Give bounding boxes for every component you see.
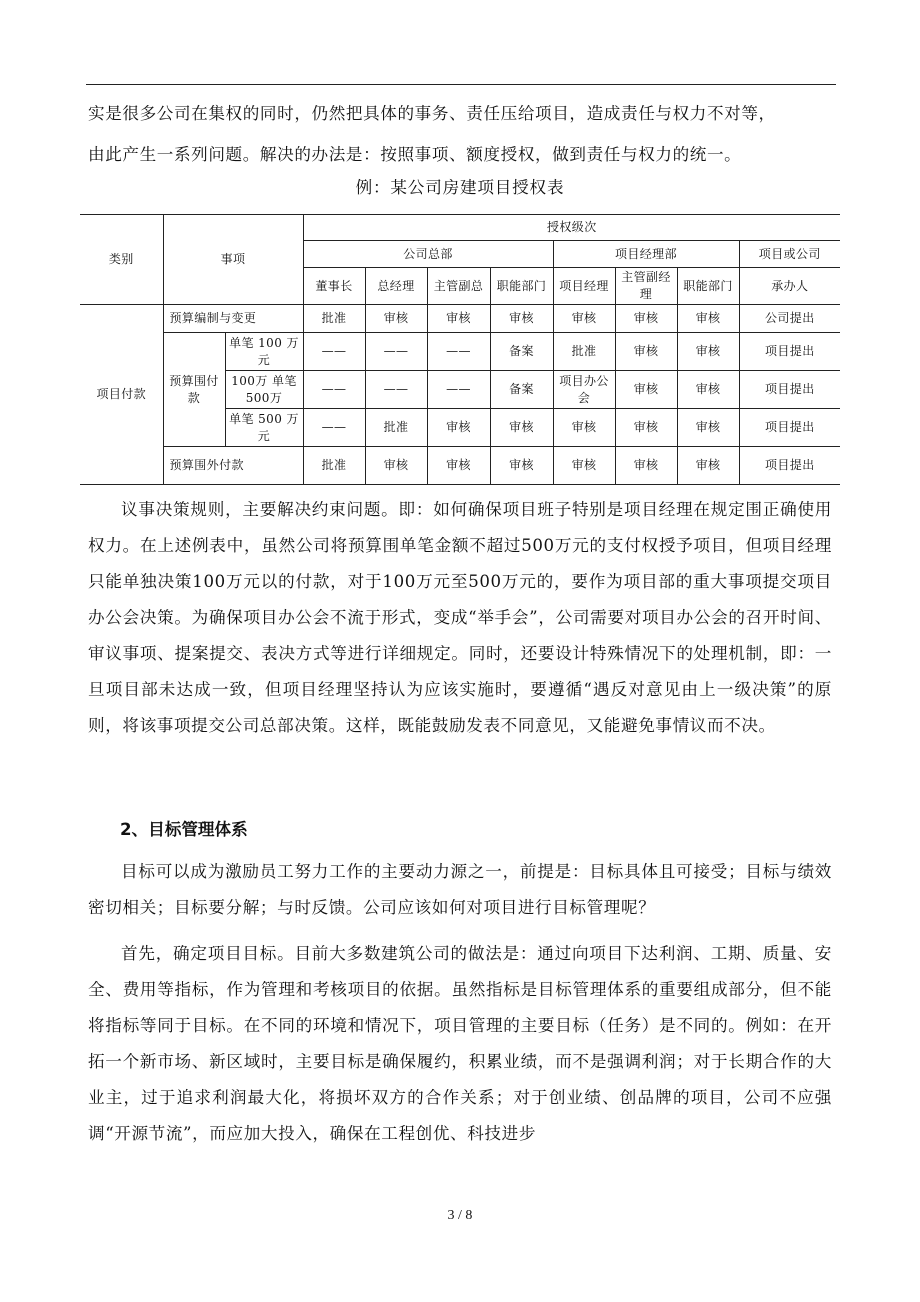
value-cell: 审核 (365, 305, 427, 333)
value-cell: 审核 (553, 305, 615, 333)
value-cell: 审核 (553, 409, 615, 447)
table-caption: 例：某公司房建项目授权表 (355, 178, 565, 197)
table-row (80, 333, 840, 371)
item-cell: 预算围外付款 (163, 447, 303, 485)
value-cell: 备案 (490, 371, 553, 409)
item-cell: 100万 单笔 500万 (225, 371, 303, 409)
value-cell: —— (365, 371, 427, 409)
value-cell: 批准 (303, 447, 365, 485)
table-row (80, 305, 840, 333)
value-cell: 项目提出 (739, 447, 840, 485)
group-cell: 预算围付款 (163, 333, 225, 447)
header-auth-level: 授权级次 (303, 215, 840, 241)
header-rule (86, 84, 836, 85)
header-item: 事项 (163, 215, 303, 305)
value-cell: 审核 (677, 447, 739, 485)
value-cell: 审核 (615, 371, 677, 409)
value-cell: 批准 (303, 305, 365, 333)
item-cell: 预算编制与变更 (163, 305, 303, 333)
value-cell: 批准 (365, 409, 427, 447)
header-project-or-company: 项目或公司 (739, 241, 840, 268)
value-cell: 审核 (615, 333, 677, 371)
header-vice-pm: 主管副经理 (615, 268, 677, 305)
header-func-dept-hq: 职能部门 (490, 268, 553, 305)
intro-line-1: 实是很多公司在集权的同时，仍然把具体的事务、责任压给项目，造成责任与权力不对等， (88, 104, 776, 123)
section-heading: 2、目标管理体系 (120, 820, 248, 839)
value-cell: 审核 (553, 447, 615, 485)
value-cell: 审核 (615, 305, 677, 333)
header-category: 类别 (80, 215, 163, 305)
value-cell: 审核 (615, 409, 677, 447)
header-func-dept-pm: 职能部门 (677, 268, 739, 305)
value-cell: 审核 (490, 409, 553, 447)
value-cell: 审核 (615, 447, 677, 485)
header-gm: 总经理 (365, 268, 427, 305)
item-cell: 单笔 100 万元 (225, 333, 303, 371)
value-cell: 审核 (427, 409, 490, 447)
header-undertaker: 承办人 (739, 268, 840, 305)
item-cell: 单笔 500 万元 (225, 409, 303, 447)
value-cell: —— (303, 371, 365, 409)
intro-line-2: 由此产生一系列问题。解决的办法是：按照事项、额度授权，做到责任与权力的统一。 (88, 145, 742, 164)
value-cell: 备案 (490, 333, 553, 371)
category-cell: 项目付款 (80, 305, 163, 485)
header-vice-gm: 主管副总 (427, 268, 490, 305)
value-cell: 公司提出 (739, 305, 840, 333)
value-cell: 审核 (490, 305, 553, 333)
header-chairman: 董事长 (303, 268, 365, 305)
header-pm-dept: 项目经理部 (553, 241, 739, 268)
value-cell: 项目提出 (739, 371, 840, 409)
value-cell: —— (303, 409, 365, 447)
table-row (80, 447, 840, 485)
header-pm: 项目经理 (553, 268, 615, 305)
value-cell: 审核 (365, 447, 427, 485)
value-cell: 审核 (677, 371, 739, 409)
value-cell: 项目提出 (739, 333, 840, 371)
paragraph-decision-rules: 议事决策规则，主要解决约束问题。即：如何确保项目班子特别是项目经理在规定围正确使用权力。在上述例表中，虽然公司将预算围单笔金额不超过500万元的支付权授予项目，但项目经理只能单独决策100万元以的付款，对于100万元至500万元的，要作为项目部的重大事项提交项目办公会决策。为确保项目办公会不流于形式，变成“举手会”，公司需要对项目办公会的召开时间、审议事项、提案提交、表决方式等进行详细规定。同时，还要设计特殊情况下的处理机制，即：一旦项目部未达成一致，但项目经理坚持认为应该实施时，要遵循“遇反对意见由上一级决策”的原则，将该事项提交公司总部决策。这样，既能鼓励发表不同意见，又能避免事情议而不决。 (88, 500, 832, 735)
value-cell: 审核 (427, 447, 490, 485)
value-cell: 审核 (427, 305, 490, 333)
paragraph-first-step: 首先，确定项目目标。目前大多数建筑公司的做法是：通过向项目下达利润、工期、质量、安全、费用等指标，作为管理和考核项目的依据。虽然指标是目标管理体系的重要组成部分，但不能将指标等同于目标。在不同的环境和情况下，项目管理的主要目标（任务）是不同的。例如：在开拓一个新市场、新区域时，主要目标是确保履约，积累业绩，而不是强调利润；对于长期合作的大业主，过于追求利润最大化，将损坏双方的合作关系；对于创业绩、创品牌的项目，公司不应强调“开源节流”，而应加大投入，确保在工程创优、科技进步 (88, 944, 832, 1143)
value-cell: 批准 (553, 333, 615, 371)
value-cell: 审核 (490, 447, 553, 485)
value-cell: —— (365, 333, 427, 371)
value-cell: —— (427, 333, 490, 371)
value-cell: 项目提出 (739, 409, 840, 447)
page-number: 3 / 8 (447, 1208, 473, 1223)
value-cell: —— (303, 333, 365, 371)
paragraph-goal-system: 目标可以成为激励员工努力工作的主要动力源之一，前提是：目标具体且可接受；目标与绩效密切相关；目标要分解；与时反馈。公司应该如何对项目进行目标管理呢？ (88, 862, 832, 917)
value-cell: 项目办公会 (553, 371, 615, 409)
value-cell: 审核 (677, 305, 739, 333)
value-cell: —— (427, 371, 490, 409)
authorization-table (80, 214, 840, 485)
header-hq: 公司总部 (303, 241, 553, 268)
value-cell: 审核 (677, 409, 739, 447)
value-cell: 审核 (677, 333, 739, 371)
